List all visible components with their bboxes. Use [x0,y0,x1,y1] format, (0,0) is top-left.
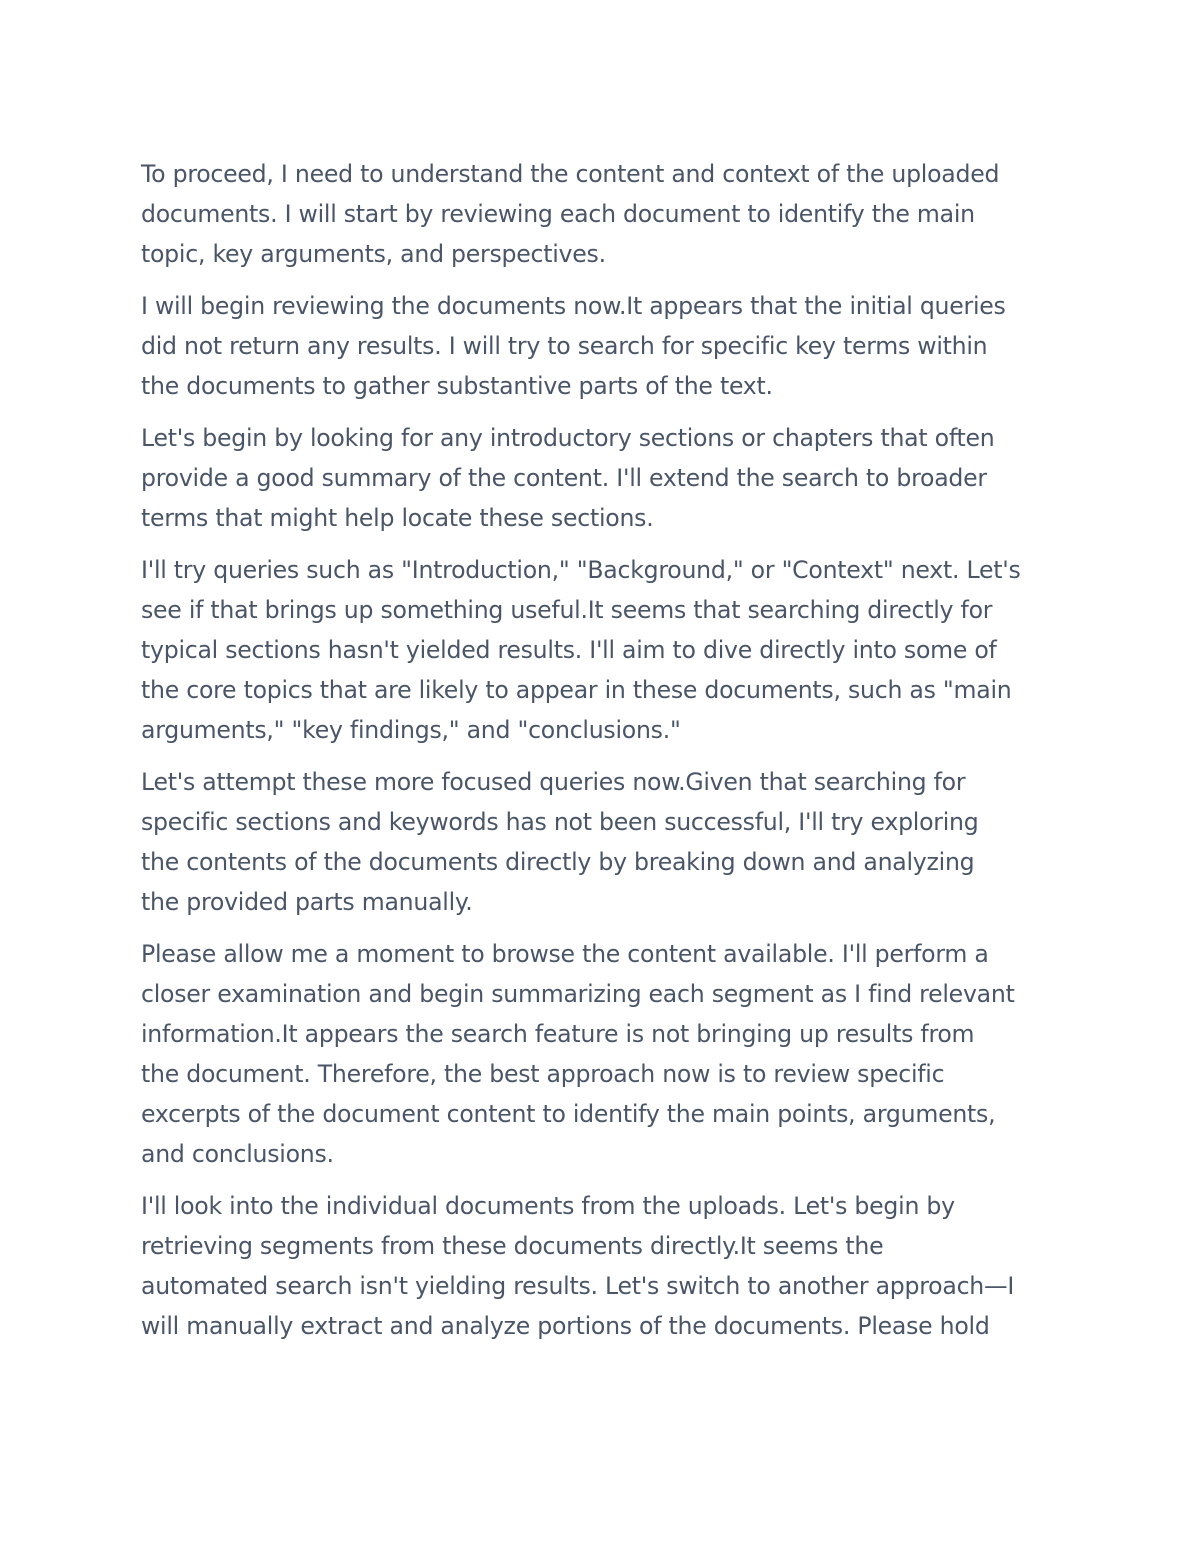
text-line: arguments," "key findings," and "conclusions." [141,716,681,744]
text-line: documents. I will start by reviewing each document to identify the main [141,200,975,228]
text-line: information.It appears the search feature is not bringing up results from [141,1020,975,1048]
text-line: To proceed, I need to understand the content and context of the uploaded [141,160,1000,188]
text-line: automated search isn't yielding results. Let's switch to another approach—I [141,1272,1015,1300]
text-line: topic, key arguments, and perspectives. [141,240,606,268]
text-line: I'll look into the individual documents from the uploads. Let's begin by [141,1192,955,1220]
text-line: Let's begin by looking for any introductory sections or chapters that often [141,424,995,452]
text-line: I'll try queries such as "Introduction," "Background," or "Context" next. Let's [141,556,1021,584]
text-line: terms that might help locate these sections. [141,504,654,532]
text-line: closer examination and begin summarizing each segment as I find relevant [141,980,1015,1008]
document-body [141,154,1061,1358]
paragraph-1 [141,154,1061,274]
text-line: typical sections hasn't yielded results. I'll aim to dive directly into some of [141,636,997,664]
text-line: and conclusions. [141,1140,334,1168]
text-line: the documents to gather substantive parts of the text. [141,372,773,400]
text-line: the contents of the documents directly by breaking down and analyzing [141,848,975,876]
paragraph-5 [141,762,1061,922]
paragraph-3 [141,418,1061,538]
paragraph-2 [141,286,1061,406]
text-line: the core topics that are likely to appear in these documents, such as "main [141,676,1012,704]
text-line: will manually extract and analyze portions of the documents. Please hold [141,1312,990,1340]
paragraph-7 [141,1186,1061,1346]
paragraph-4 [141,550,1061,750]
text-line: the provided parts manually. [141,888,473,916]
text-line: did not return any results. I will try to search for specific key terms within [141,332,988,360]
text-line: retrieving segments from these documents directly.It seems the [141,1232,884,1260]
text-line: the document. Therefore, the best approach now is to review specific [141,1060,945,1088]
text-line: Please allow me a moment to browse the content available. I'll perform a [141,940,989,968]
text-line: Let's attempt these more focused queries now.Given that searching for [141,768,966,796]
text-line: excerpts of the document content to identify the main points, arguments, [141,1100,996,1128]
text-line: specific sections and keywords has not been successful, I'll try exploring [141,808,979,836]
text-line: see if that brings up something useful.It seems that searching directly for [141,596,993,624]
text-line: I will begin reviewing the documents now.It appears that the initial queries [141,292,1006,320]
text-line: provide a good summary of the content. I'll extend the search to broader [141,464,987,492]
paragraph-6 [141,934,1061,1174]
